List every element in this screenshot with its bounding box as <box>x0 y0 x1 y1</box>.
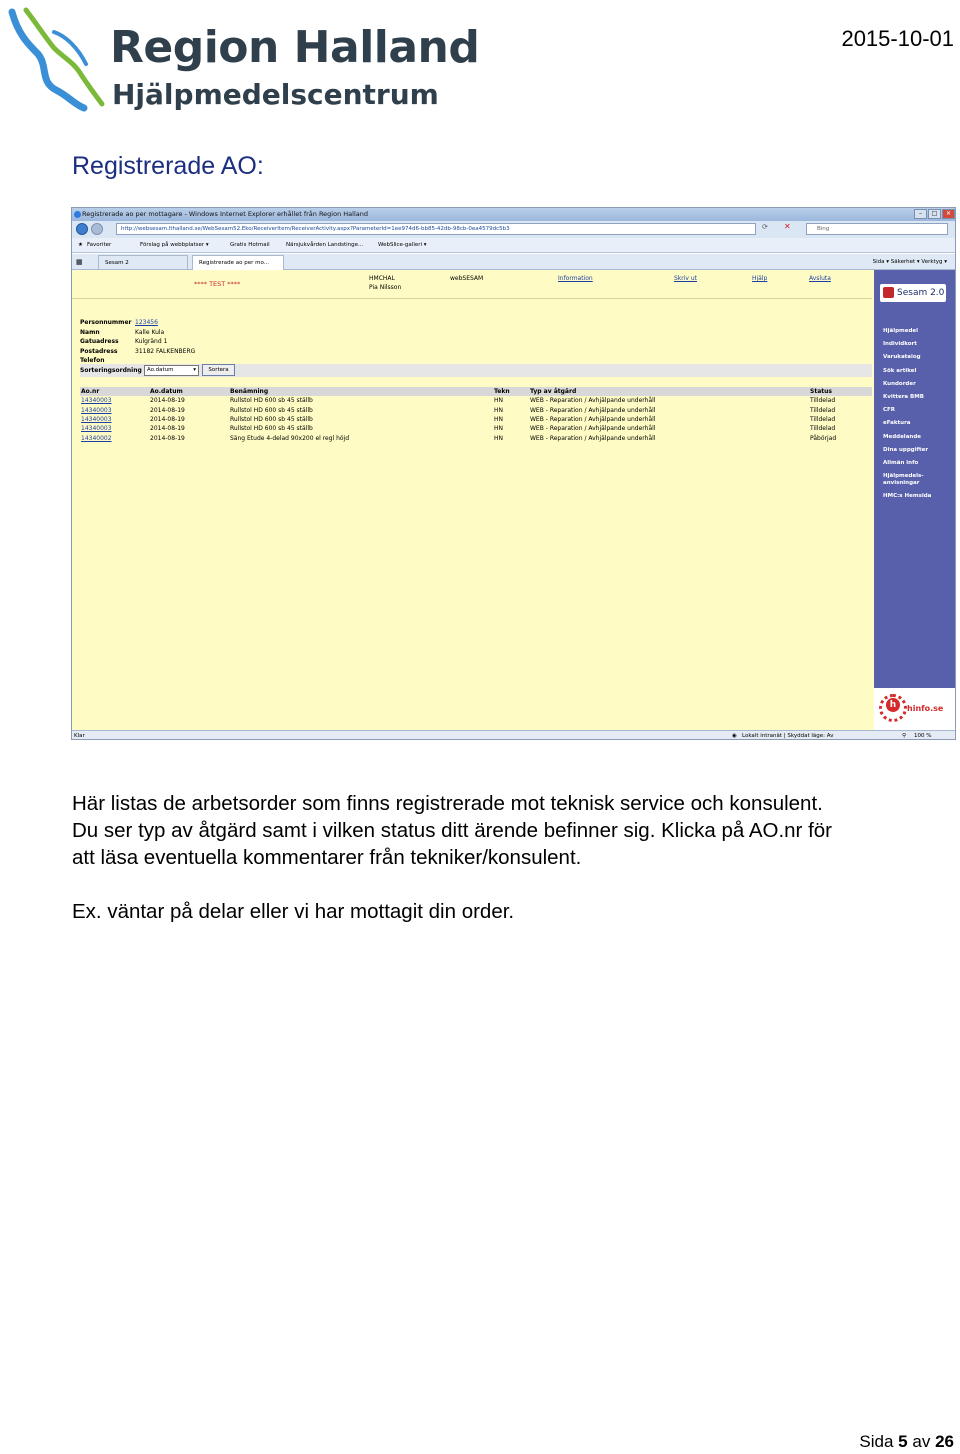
window-title: Registrerade ao per mottagare - Windows Internet Explorer erhållet från Region Halland <box>82 210 368 218</box>
ao-description: Rullstol HD 600 sb 45 ställb <box>230 406 313 414</box>
back-icon[interactable] <box>76 223 88 235</box>
ao-action-type: WEB - Reparation / Avhjälpande underhåll <box>530 415 656 423</box>
divider <box>72 298 872 299</box>
page-number <box>859 1432 954 1452</box>
description-text <box>72 790 952 925</box>
sidebar-item-efaktura[interactable]: eFaktura <box>883 420 911 427</box>
favorites-label[interactable]: Favoriter <box>87 242 112 248</box>
page-current: 5 <box>898 1432 908 1451</box>
sidebar-item-cfr[interactable]: CFR <box>883 407 896 414</box>
ao-number-link[interactable]: 14340003 <box>81 397 112 405</box>
ao-technician: HN <box>494 425 503 433</box>
ao-status: Tilldelad <box>810 415 836 423</box>
ao-number-link[interactable]: 14340003 <box>81 406 112 414</box>
hinfo-label: hinfo.se <box>907 704 944 713</box>
label-postadress: Postadress <box>80 347 118 355</box>
ao-technician: HN <box>494 434 503 442</box>
page-middle: av <box>912 1432 931 1451</box>
column-header[interactable]: Tekn <box>493 387 529 396</box>
sort-label: Sorteringsordning <box>80 367 142 374</box>
label-gatuadress: Gatuadress <box>80 338 119 346</box>
zoom-level[interactable]: 100 % <box>914 733 932 739</box>
sidebar-item-hjalpmedelsanvisningar-line2[interactable]: anvisningar <box>883 479 920 486</box>
ao-action-type: WEB - Reparation / Avhjälpande underhåll <box>530 434 656 442</box>
hinfo-logo[interactable] <box>874 688 956 730</box>
sort-selected-value: Ao.datum <box>147 367 174 373</box>
test-banner: **** TEST **** <box>194 280 241 288</box>
tab-registrerade[interactable]: Registrerade ao per mo... <box>192 255 284 270</box>
ao-date: 2014-08-19 <box>150 397 185 405</box>
sidebar-item-dina-uppgifter[interactable]: Dina uppgifter <box>883 446 929 453</box>
favorites-item[interactable]: WebSlice-galleri ▾ <box>378 242 427 248</box>
ao-date: 2014-08-19 <box>150 406 185 414</box>
sidebar-item-hjalpmedel[interactable]: Hjälpmedel <box>883 328 919 334</box>
ao-description: Rullstol HD 600 sb 45 ställb <box>230 415 313 423</box>
unit-code: HMCHAL <box>369 275 395 282</box>
sidebar-item-sok-artikel[interactable]: Sök artikel <box>883 367 917 374</box>
halland-map-icon <box>4 4 108 114</box>
ao-action-type: WEB - Reparation / Avhjälpande underhåll <box>530 397 656 405</box>
example-line: Ex. väntar på delar eller vi har mottagit din order. <box>72 900 515 923</box>
security-zone: Lokalt intranät | Skyddat läge: Av <box>742 733 834 739</box>
description-line: Här listas de arbetsorder som finns registrerade mot teknisk service och konsulent. <box>72 792 823 815</box>
ao-number-link[interactable]: 14340003 <box>81 415 112 423</box>
nav-information[interactable]: Information <box>558 275 593 282</box>
sidebar-item-meddelande[interactable]: Meddelande <box>883 433 921 440</box>
ao-status: Tilldelad <box>810 397 836 405</box>
status-bar <box>72 730 956 740</box>
ao-table <box>80 387 872 443</box>
sidebar-item-kvittera-bmb[interactable]: Kvittera BMB <box>883 394 924 400</box>
ao-description: Rullstol HD 600 sb 45 ställb <box>230 397 313 405</box>
tab-sesam[interactable]: Sesam 2 <box>98 255 188 270</box>
web-page <box>72 270 956 730</box>
stop-icon[interactable]: ✕ <box>784 222 791 231</box>
internet-explorer-icon <box>74 211 81 218</box>
minimize-button[interactable]: – <box>914 209 927 219</box>
page-title: Registrerade AO: <box>72 152 264 180</box>
nav-print[interactable]: Skriv ut <box>674 275 698 282</box>
description-line: Du ser typ av åtgärd samt i vilken status ditt ärende befinner sig. Klicka på AO.nr för <box>72 819 833 842</box>
label-personnummer: Personnummer <box>80 319 132 326</box>
ao-description: Rullstol HD 600 sb 45 ställb <box>230 425 313 433</box>
ao-number-link[interactable]: 14340002 <box>81 434 112 442</box>
sidebar-item-hjalpmedelsanvisningar[interactable]: Hjälpmedels- <box>883 473 924 480</box>
favorites-item[interactable]: Förslag på webbplatser ▾ <box>140 242 209 248</box>
window-titlebar <box>72 208 956 221</box>
label-namn: Namn <box>80 328 100 336</box>
sort-button[interactable]: Sortera <box>202 364 235 376</box>
value-postadress: 31182 FALKENBERG <box>135 347 196 355</box>
address-bar[interactable]: http://websesam.lthalland.se/WebSesam52.Eko/ReceiverItem/ReceiverActivity.aspx?ParameterId=1ee974d6-bb85-42db-98cb-0ea4579dc5b3 <box>116 223 756 235</box>
sesam-brand-label: Sesam 2.0 <box>897 288 945 298</box>
region-halland-logo <box>4 4 480 114</box>
ao-status: Tilldelad <box>810 406 836 414</box>
value-namn: Kalle Kula <box>135 328 165 336</box>
maximize-button[interactable]: □ <box>928 209 941 219</box>
quick-tabs-icon[interactable]: ▦ <box>76 258 83 266</box>
page-total: 26 <box>935 1432 954 1451</box>
ao-action-type: WEB - Reparation / Avhjälpande underhåll <box>530 425 656 433</box>
sidebar-item-hmc-hemsida[interactable]: HMC:s Hemsida <box>883 492 932 499</box>
sidebar-item-individkort[interactable]: Individkort <box>883 341 917 348</box>
column-header[interactable]: Benämning <box>229 387 493 396</box>
column-header[interactable]: Status <box>809 387 872 396</box>
security-zone-icon: ◉ <box>732 733 737 739</box>
value-personnummer[interactable]: 123456 <box>135 319 158 326</box>
browser-screenshot <box>71 207 956 740</box>
system-name: webSESAM <box>450 275 484 282</box>
ao-date: 2014-08-19 <box>150 425 185 433</box>
ao-action-type: WEB - Reparation / Avhjälpande underhåll <box>530 406 656 414</box>
document-date: 2015-10-01 <box>841 26 954 51</box>
favorites-star-icon[interactable]: ★ <box>78 242 83 248</box>
zoom-icon[interactable]: ⚲ <box>902 733 907 739</box>
sidebar <box>874 270 956 730</box>
table-row <box>80 424 872 433</box>
sort-row <box>80 364 872 377</box>
close-button[interactable]: ✕ <box>942 209 955 219</box>
description-line: att läsa eventuella kommentarer från tekniker/konsulent. <box>72 846 582 869</box>
table-header-row <box>80 387 872 396</box>
status-text: Klar <box>74 733 85 739</box>
label-telefon: Telefon <box>80 357 105 365</box>
hinfo-h-icon: h <box>886 698 900 712</box>
logo-subtitle: Hjälpmedelscentrum <box>112 78 439 111</box>
column-header[interactable]: Ao.datum <box>149 387 229 396</box>
tab-bar <box>72 254 956 270</box>
app-top-nav <box>72 270 872 298</box>
ao-technician: HN <box>494 397 503 405</box>
table-row <box>80 434 872 443</box>
ao-number-link[interactable]: 14340003 <box>81 425 112 433</box>
command-bar[interactable]: Sida ▾ Säkerhet ▾ Verktyg ▾ <box>872 259 947 265</box>
search-input[interactable]: Bing <box>806 223 948 235</box>
sidebar-item-varukatalog[interactable]: Varukatalog <box>883 354 921 361</box>
favorites-bar <box>72 238 956 253</box>
nav-help[interactable]: Hjälp <box>752 275 768 282</box>
sesam-logo <box>880 284 946 302</box>
favorites-item[interactable]: Gratis Hotmail <box>230 242 270 248</box>
table-row <box>80 415 872 424</box>
sort-select[interactable] <box>144 365 199 376</box>
ao-date: 2014-08-19 <box>150 415 185 423</box>
ao-technician: HN <box>494 415 503 423</box>
sidebar-item-kundorder[interactable]: Kundorder <box>883 380 916 387</box>
address-row <box>72 221 956 238</box>
table-row <box>80 396 872 405</box>
ao-description: Säng Etude 4-delad 90x200 el regl höjd <box>230 434 350 442</box>
sesam-logo-icon <box>883 287 894 298</box>
chevron-down-icon: ▾ <box>193 367 196 373</box>
refresh-icon[interactable]: ⟳ <box>762 223 768 231</box>
sidebar-item-allman-info[interactable]: Allmän info <box>883 460 919 466</box>
ao-status: Påbörjad <box>810 434 837 442</box>
logo-title: Region Halland <box>110 22 480 73</box>
nav-logout[interactable]: Avsluta <box>809 275 831 282</box>
user-name: Pia Nilsson <box>369 284 402 291</box>
page-prefix: Sida <box>859 1432 894 1451</box>
ao-status: Tilldelad <box>810 425 836 433</box>
ao-technician: HN <box>494 406 503 414</box>
column-header[interactable]: Ao.nr <box>80 387 149 396</box>
value-gatuadress: Kulgränd 1 <box>135 338 168 346</box>
column-header[interactable]: Typ av åtgärd <box>529 387 809 396</box>
ao-date: 2014-08-19 <box>150 434 185 442</box>
forward-icon[interactable] <box>91 223 103 235</box>
favorites-item[interactable]: Närsjukvården Landstinge... <box>286 242 364 248</box>
table-row <box>80 405 872 414</box>
